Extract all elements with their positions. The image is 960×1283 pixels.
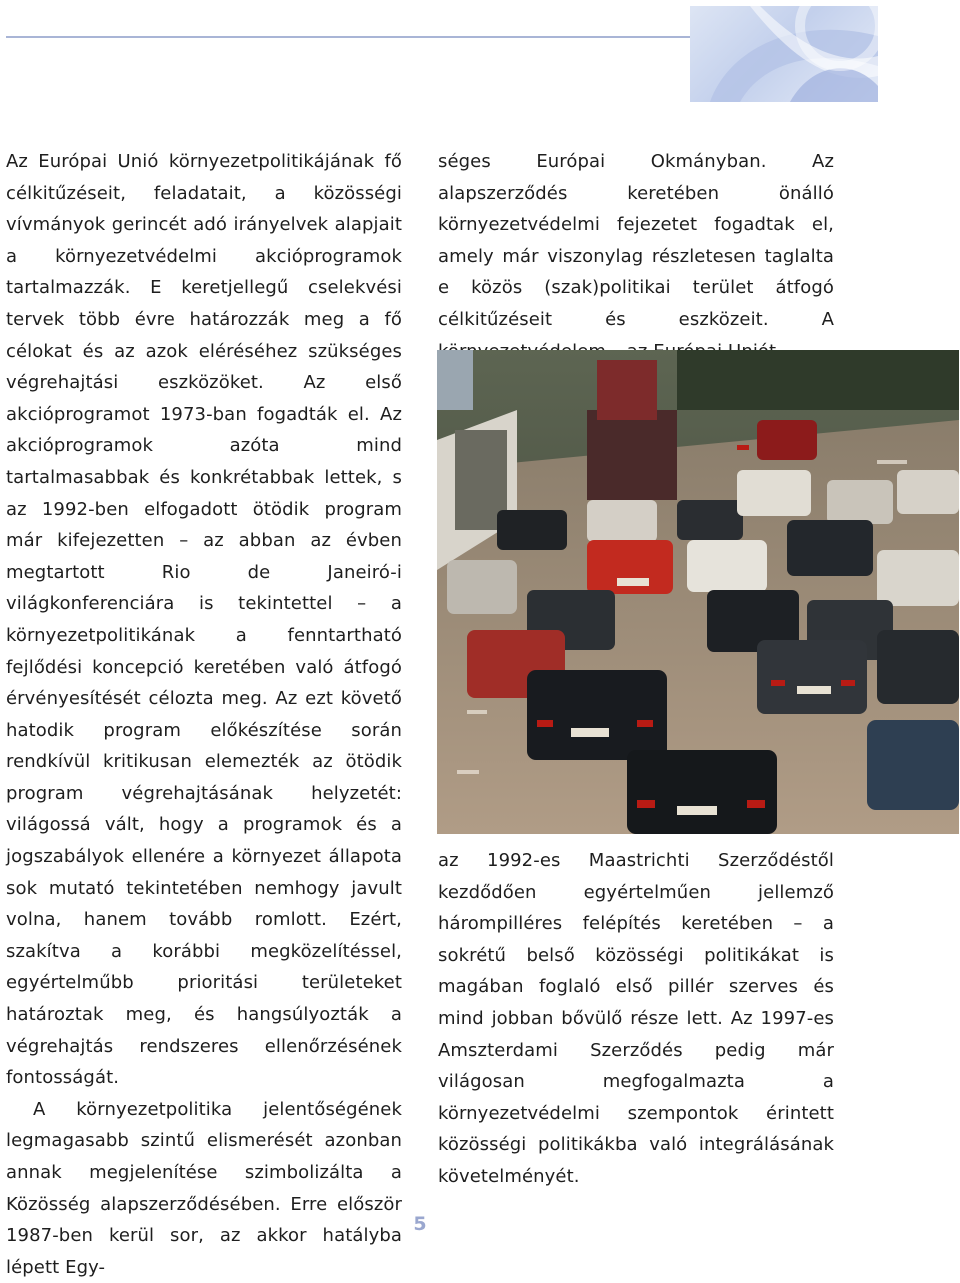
paragraph: az 1992-es Maastrichti Szerződéstől kezdődően egyértelműen jellemző hárompilléres felépítés keretében – a sokrétű belső közösségi politikákat is magában foglaló első pillér szerves és mind jobban bővülő része lett. Az 1997-es Amszterdami Szerződés pedig már világosan megfogalmazta a környezetvédelmi szempontok érintett közösségi politikákba való integrálásának követelményét. — [438, 850, 834, 1187]
paragraph: séges Európai Okmányban. Az alapszerződés keretében önálló környezetvédelmi fejezetet fogadtak el, amely már viszonylag részletesen taglalta e közös (szak)politikai terület átfogó célkitűzéseit és eszközeit. A — [438, 151, 834, 330]
page-number: 5 — [413, 1213, 427, 1235]
header-rule — [6, 36, 694, 38]
header-ornament-graphic — [690, 6, 878, 102]
left-text-column — [6, 146, 402, 1283]
paragraph: Az Európai Unió környezetpolitikájának fő célkitűzéseit, feladatait, a közösségi vívmányok gerincét adó irányelvek alapjait a környezetvédelmi akcióprogramok tartalmazzák. E keretjellegű cselekvési tervek több évre határozzák meg a fő célokat és az azok eléréséhez szükséges végrehajtási eszközöket. Az első akcióprogramot 1973-ban fogadták el. Az akcióprogramok azóta mind tartalmasabbak és konkrétabbak lettek, s az 1992-ben elfogadott ötödik program már kifejezetten – az abban az évben megtartott Rio de Janeiró-i világkonferenciára is tekintettel – a környezetpolitikának a fenntartható fejlődési koncepció keretében való átfogó érvényesítését célozta meg. Az ezt követő hatodik program előkészítése során rendkívül kritikusan elemezték az ötödik program végrehajtásának helyzetét: világossá vált, hogy a programok és a jogszabályok ellenére a környezet állapota sok mutató tekintetében nemhogy javult volna, hanem tovább romlott. Ezért, szakítva a korábbi megközelítéssel, egyértelműbb prioritási területeket határoztak meg, és hangsúlyozták a végrehajtás rendszeres ellenőrzésének fontosságát. — [6, 151, 402, 1089]
paragraph: A környezetpolitika jelentőségének legmagasabb szintű elismerését azonban annak megjelenítése szimbolizálta a Közösség alapszerződésében. Erre először 1987-ben kerül sor, az akkor hatályba lépett Egy- — [6, 1098, 402, 1278]
right-text-column-top — [438, 146, 834, 367]
highway-traffic-photo — [437, 350, 959, 834]
right-text-column-bottom — [438, 845, 834, 1193]
